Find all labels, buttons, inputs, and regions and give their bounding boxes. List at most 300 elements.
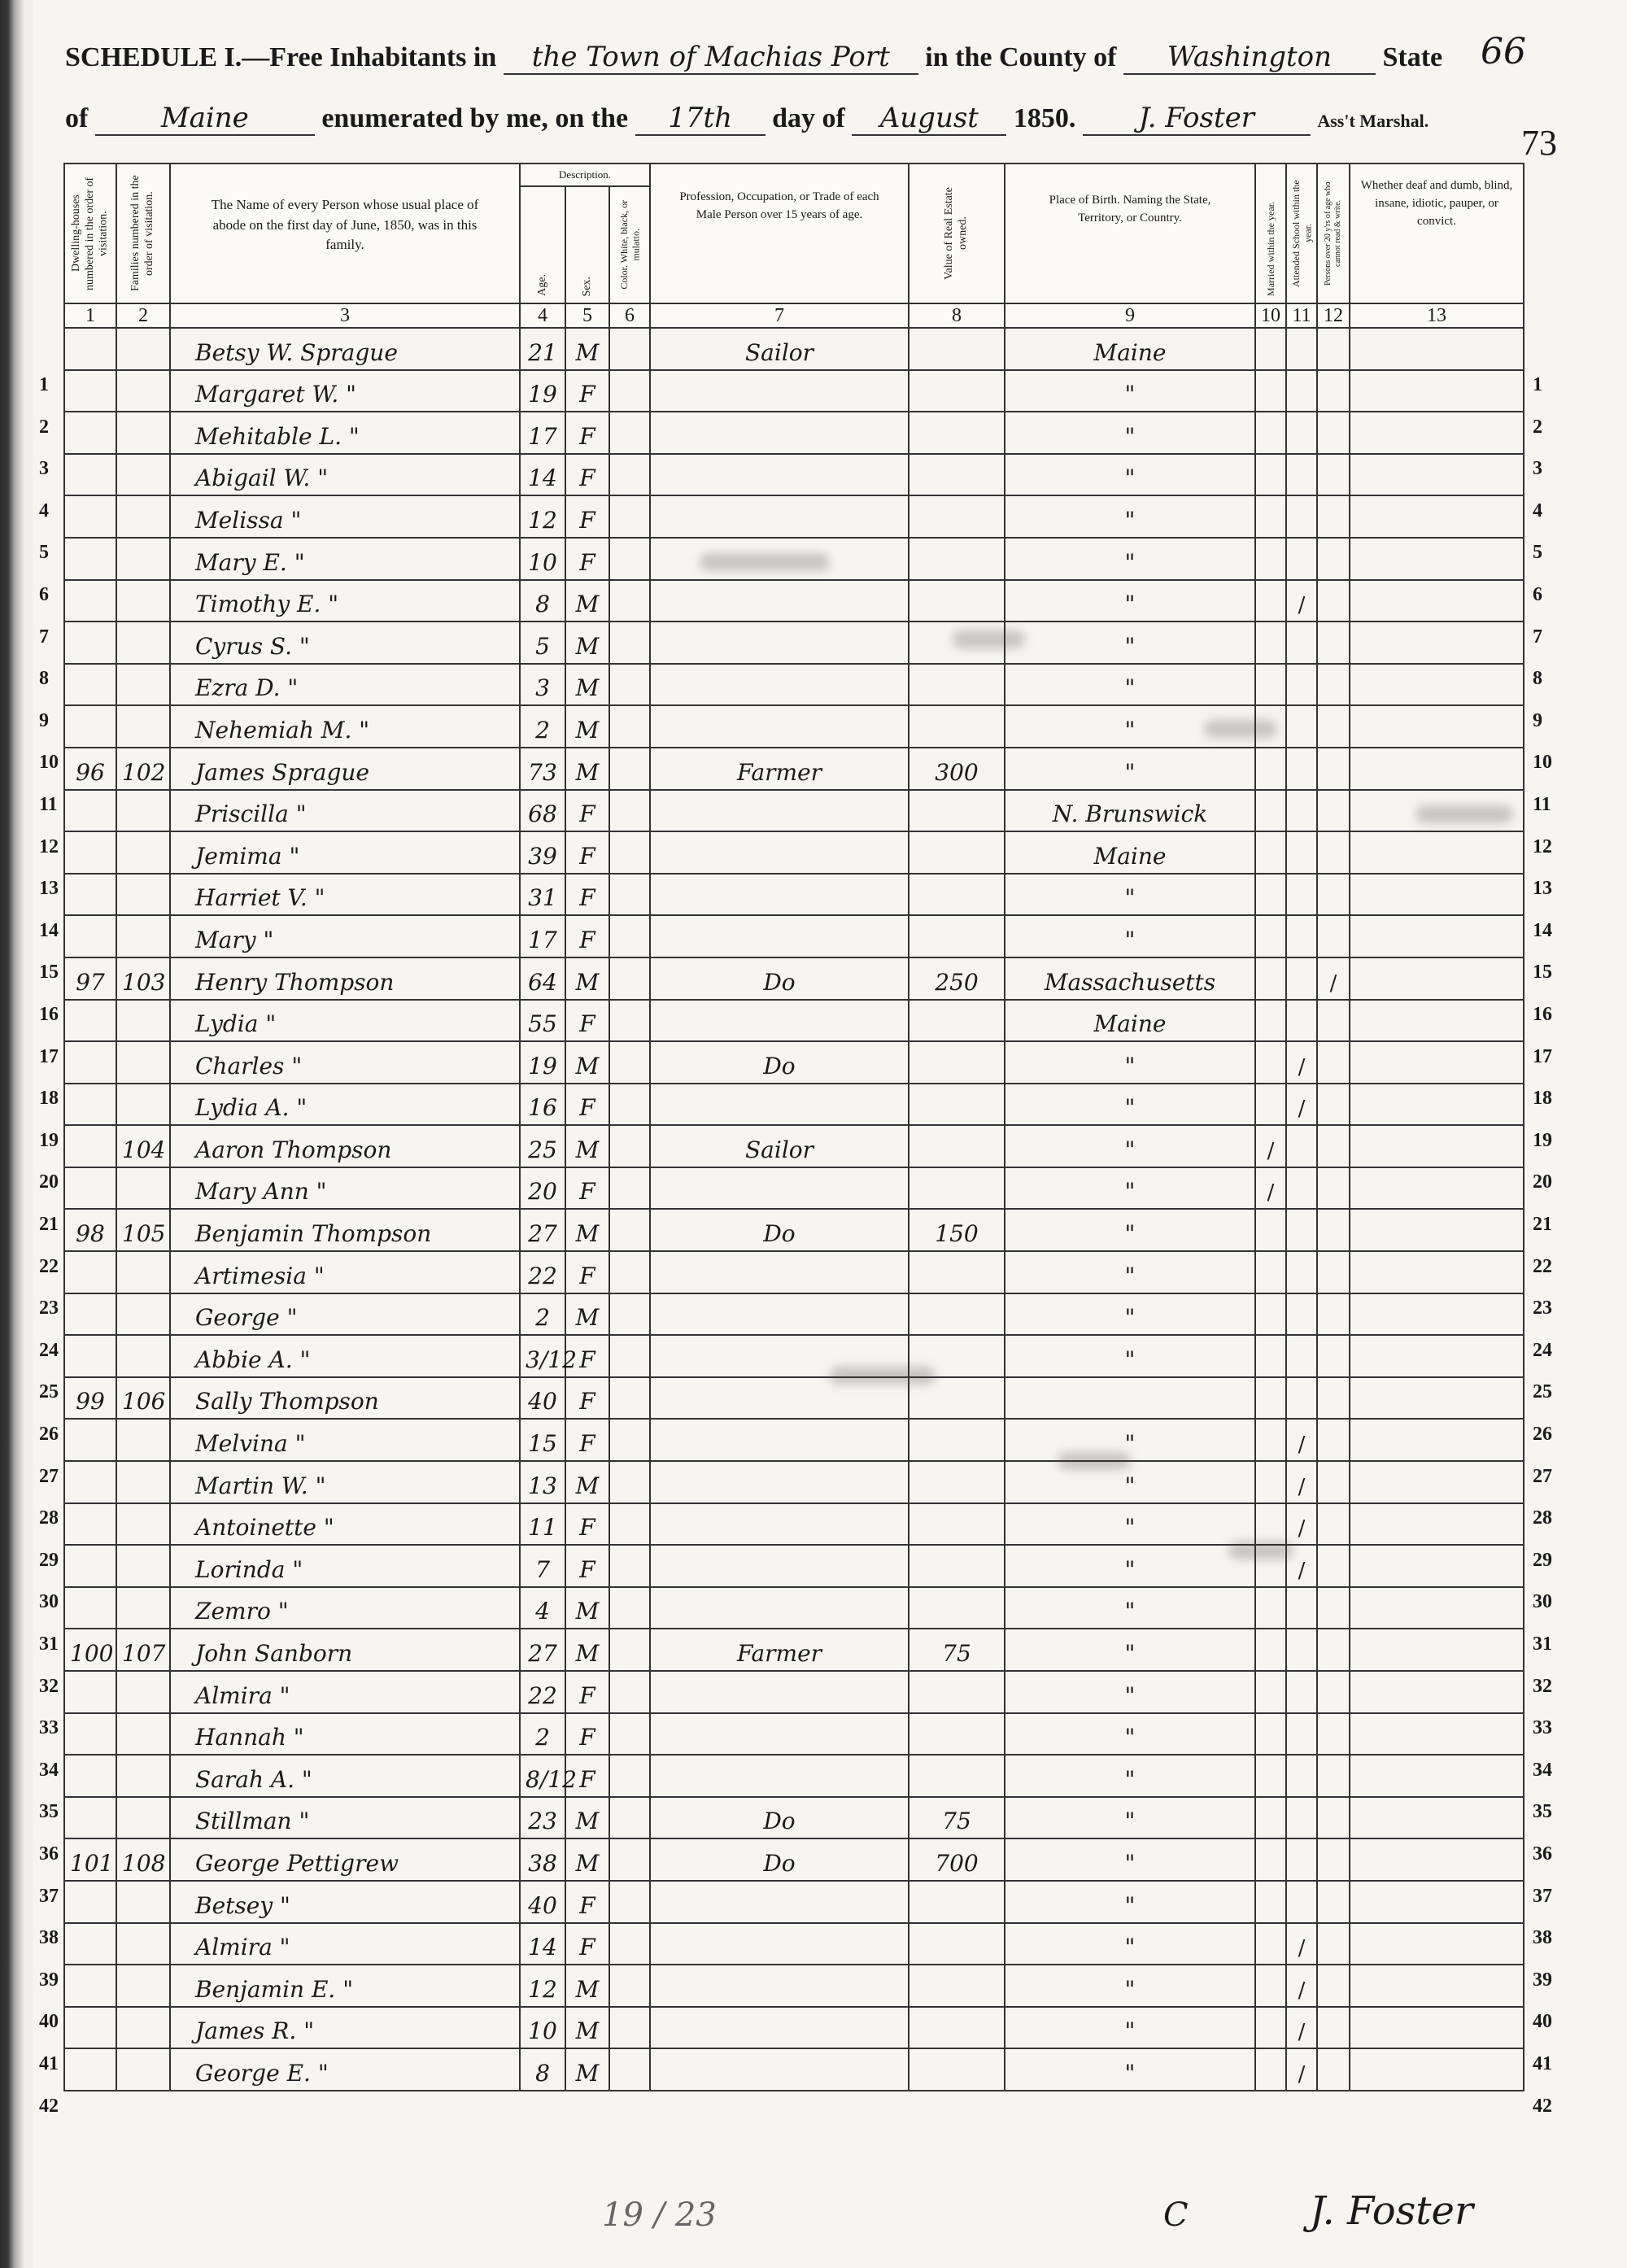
married-cell: / xyxy=(1255,1167,1286,1210)
married-cell xyxy=(1255,1713,1286,1756)
col-number: 5 xyxy=(565,303,609,328)
person-name: Jemima " xyxy=(170,831,520,874)
family-number: 108 xyxy=(116,1838,170,1881)
dwelling-number xyxy=(64,831,116,874)
condition-cell xyxy=(1350,1041,1524,1084)
row-number: 22 xyxy=(1533,1255,1552,1277)
family-number xyxy=(116,1713,170,1756)
row-number: 14 xyxy=(1533,919,1552,941)
col-number: 1 xyxy=(64,303,116,328)
condition-cell xyxy=(1350,705,1524,748)
condition-cell xyxy=(1350,538,1524,580)
of-label: of xyxy=(65,103,89,133)
person-name: Zemro " xyxy=(170,1587,520,1629)
dwelling-number xyxy=(64,370,116,412)
real-estate-cell xyxy=(909,370,1005,412)
real-estate-cell: 150 xyxy=(909,1209,1005,1251)
age-cell: 15 xyxy=(520,1419,565,1461)
color-cell xyxy=(609,580,650,622)
dwelling-number xyxy=(64,412,116,454)
row-number: 7 xyxy=(39,626,49,648)
birthplace-cell: Maine xyxy=(1005,831,1255,874)
real-estate-cell xyxy=(909,1545,1005,1587)
condition-cell xyxy=(1350,1209,1524,1251)
person-name: Mehitable L. " xyxy=(170,412,520,454)
school-cell xyxy=(1286,495,1317,538)
row-number: 40 xyxy=(39,2011,59,2033)
census-rows xyxy=(64,328,1524,2091)
person-name: Harriet V. " xyxy=(170,874,520,916)
color-cell xyxy=(609,1797,650,1839)
family-number xyxy=(116,580,170,622)
table-row xyxy=(64,1671,1524,1713)
married-cell xyxy=(1255,1503,1286,1546)
color-cell xyxy=(609,2007,650,2049)
col-number: 7 xyxy=(650,303,909,328)
row-number: 19 xyxy=(39,1129,59,1151)
illiterate-cell xyxy=(1317,1629,1350,1671)
row-number: 11 xyxy=(1533,794,1551,815)
color-cell xyxy=(609,622,650,664)
occupation-cell xyxy=(650,580,909,622)
footer-tally: 19 / 23 xyxy=(602,2196,717,2234)
married-cell xyxy=(1255,370,1286,412)
occupation-cell xyxy=(650,622,909,664)
birthplace-cell: " xyxy=(1005,580,1255,622)
dwelling-number xyxy=(64,1503,116,1546)
occupation-cell xyxy=(650,1419,909,1461)
condition-cell xyxy=(1350,831,1524,874)
row-number: 3 xyxy=(1533,458,1542,480)
married-cell xyxy=(1255,580,1286,622)
condition-cell xyxy=(1350,1461,1524,1503)
age-cell: 17 xyxy=(520,412,565,454)
dwelling-number xyxy=(64,1041,116,1084)
sex-cell: M xyxy=(565,328,609,370)
person-name: Priscilla " xyxy=(170,790,520,832)
real-estate-cell xyxy=(909,1587,1005,1629)
dwelling-number xyxy=(64,1965,116,2007)
birthplace-cell: " xyxy=(1005,622,1255,664)
school-cell xyxy=(1286,1167,1317,1210)
real-estate-cell xyxy=(909,1167,1005,1210)
illiterate-cell xyxy=(1317,2007,1350,2049)
dwelling-number: 98 xyxy=(64,1209,116,1251)
table-row xyxy=(64,1503,1524,1546)
dwelling-number xyxy=(64,705,116,748)
birthplace-cell: " xyxy=(1005,1293,1255,1336)
scan-smudge xyxy=(1415,805,1513,823)
color-cell xyxy=(609,495,650,538)
age-cell: 14 xyxy=(520,454,565,496)
married-cell xyxy=(1255,622,1286,664)
color-cell xyxy=(609,1671,650,1713)
condition-cell xyxy=(1350,915,1524,957)
color-cell xyxy=(609,1838,650,1881)
table-row xyxy=(64,495,1524,538)
person-name: Charles " xyxy=(170,1041,520,1084)
dwelling-number xyxy=(64,1671,116,1713)
condition-cell xyxy=(1350,580,1524,622)
age-cell: 17 xyxy=(520,915,565,957)
sex-cell: M xyxy=(565,1838,609,1881)
condition-cell xyxy=(1350,1377,1524,1420)
occupation-cell xyxy=(650,1713,909,1756)
row-number: 37 xyxy=(39,1885,59,1907)
row-number: 21 xyxy=(1533,1214,1552,1235)
married-cell xyxy=(1255,1209,1286,1251)
dwelling-number xyxy=(64,1713,116,1756)
sex-cell: F xyxy=(565,1084,609,1126)
condition-cell xyxy=(1350,495,1524,538)
married-cell xyxy=(1255,2048,1286,2091)
real-estate-cell xyxy=(909,1881,1005,1923)
table-row xyxy=(64,1293,1524,1336)
color-cell xyxy=(609,1923,650,1965)
married-cell xyxy=(1255,1377,1286,1420)
person-name: Abbie A. " xyxy=(170,1335,520,1377)
row-number: 5 xyxy=(39,542,49,564)
birthplace-cell: " xyxy=(1005,1084,1255,1126)
binding-edge xyxy=(0,0,33,2268)
table-row xyxy=(64,790,1524,832)
dwelling-number xyxy=(64,2048,116,2091)
table-row xyxy=(64,1125,1524,1167)
birthplace-cell: " xyxy=(1005,1838,1255,1881)
birthplace-cell: N. Brunswick xyxy=(1005,790,1255,832)
scan-smudge xyxy=(1058,1452,1131,1470)
school-cell xyxy=(1286,1587,1317,1629)
page-number-top: 66 xyxy=(1481,31,1526,72)
age-cell: 12 xyxy=(520,1965,565,2007)
family-number xyxy=(116,1041,170,1084)
age-cell: 16 xyxy=(520,1084,565,1126)
illiterate-cell xyxy=(1317,495,1350,538)
person-name: Lydia " xyxy=(170,1000,520,1042)
dwelling-number xyxy=(64,495,116,538)
row-number: 3 xyxy=(39,458,49,480)
condition-cell xyxy=(1350,1335,1524,1377)
sex-cell: F xyxy=(565,1251,609,1293)
birthplace-cell: " xyxy=(1005,1041,1255,1084)
col-header-family: Families numbered in the order of visitation. xyxy=(116,164,170,303)
table-row xyxy=(64,1419,1524,1461)
dwelling-number xyxy=(64,1587,116,1629)
table-row xyxy=(64,831,1524,874)
person-name: Almira " xyxy=(170,1671,520,1713)
row-number: 23 xyxy=(39,1298,59,1319)
row-number: 24 xyxy=(1533,1339,1552,1361)
color-cell xyxy=(609,1503,650,1546)
illiterate-cell xyxy=(1317,1713,1350,1756)
col-number: 6 xyxy=(609,303,650,328)
occupation-cell xyxy=(650,915,909,957)
age-cell: 2 xyxy=(520,1713,565,1756)
color-cell xyxy=(609,1209,650,1251)
color-cell xyxy=(609,1629,650,1671)
table-row xyxy=(64,1797,1524,1839)
sex-cell: M xyxy=(565,705,609,748)
real-estate-cell: 700 xyxy=(909,1838,1005,1881)
age-cell: 12 xyxy=(520,495,565,538)
row-number: 36 xyxy=(39,1843,59,1865)
family-number xyxy=(116,1335,170,1377)
birthplace-cell: " xyxy=(1005,370,1255,412)
color-cell xyxy=(609,748,650,790)
illiterate-cell xyxy=(1317,1000,1350,1042)
row-number: 16 xyxy=(39,1004,59,1025)
row-number: 4 xyxy=(39,499,49,521)
row-number: 35 xyxy=(39,1801,59,1823)
condition-cell xyxy=(1350,1587,1524,1629)
occupation-cell xyxy=(650,1251,909,1293)
dwelling-number xyxy=(64,1167,116,1210)
age-cell: 11 xyxy=(520,1503,565,1546)
dwelling-number: 96 xyxy=(64,748,116,790)
age-cell: 4 xyxy=(520,1587,565,1629)
birthplace-cell: " xyxy=(1005,1419,1255,1461)
married-cell xyxy=(1255,1671,1286,1713)
age-cell: 22 xyxy=(520,1671,565,1713)
married-cell xyxy=(1255,495,1286,538)
married-cell xyxy=(1255,790,1286,832)
row-number: 11 xyxy=(39,794,58,815)
birthplace-cell: " xyxy=(1005,1503,1255,1546)
illiterate-cell xyxy=(1317,1293,1350,1336)
condition-cell xyxy=(1350,1671,1524,1713)
occupation-cell xyxy=(650,705,909,748)
occupation-cell xyxy=(650,1084,909,1126)
birthplace-cell: " xyxy=(1005,1545,1255,1587)
condition-cell xyxy=(1350,454,1524,496)
condition-cell xyxy=(1350,874,1524,916)
real-estate-cell: 75 xyxy=(909,1797,1005,1839)
col-header-real-estate: Value of Real Estate owned. xyxy=(909,164,1005,303)
row-number: 35 xyxy=(1533,1801,1552,1823)
birthplace-cell: " xyxy=(1005,454,1255,496)
age-cell: 3/12 xyxy=(520,1335,565,1377)
state-label: State xyxy=(1382,42,1443,72)
family-number xyxy=(116,1881,170,1923)
illiterate-cell xyxy=(1317,1503,1350,1546)
illiterate-cell xyxy=(1317,1797,1350,1839)
age-cell: 39 xyxy=(520,831,565,874)
sex-cell: F xyxy=(565,1377,609,1420)
census-table xyxy=(63,163,1524,2091)
occupation-cell: Sailor xyxy=(650,1125,909,1167)
school-cell xyxy=(1286,328,1317,370)
color-cell xyxy=(609,705,650,748)
occupation-cell xyxy=(650,1545,909,1587)
row-number: 38 xyxy=(1533,1927,1552,1949)
condition-cell xyxy=(1350,1965,1524,2007)
birthplace-cell: " xyxy=(1005,1629,1255,1671)
color-cell xyxy=(609,1965,650,2007)
sex-cell: F xyxy=(565,1419,609,1461)
person-name: Benjamin Thompson xyxy=(170,1209,520,1251)
row-number: 8 xyxy=(1533,668,1542,690)
occupation-cell: Farmer xyxy=(650,1629,909,1671)
age-cell: 8 xyxy=(520,2048,565,2091)
occupation-cell: Do xyxy=(650,1209,909,1251)
family-number: 105 xyxy=(116,1209,170,1251)
row-number: 29 xyxy=(1533,1549,1552,1571)
illiterate-cell xyxy=(1317,1461,1350,1503)
row-number: 4 xyxy=(1533,499,1542,521)
school-cell: / xyxy=(1286,580,1317,622)
row-number: 33 xyxy=(1533,1717,1552,1739)
illiterate-cell xyxy=(1317,1923,1350,1965)
occupation-cell xyxy=(650,1000,909,1042)
family-number xyxy=(116,1503,170,1546)
col-header-name: The Name of every Person whose usual place of abode on the first day of June, 1850, was in this family. xyxy=(170,164,520,303)
row-number: 27 xyxy=(1533,1465,1552,1487)
color-cell xyxy=(609,1377,650,1420)
col-header-occupation: Profession, Occupation, or Trade of each Male Person over 15 years of age. xyxy=(650,164,909,303)
real-estate-cell xyxy=(909,1503,1005,1546)
sex-cell: F xyxy=(565,1881,609,1923)
row-number: 9 xyxy=(1533,709,1542,731)
color-cell xyxy=(609,2048,650,2091)
school-cell xyxy=(1286,1251,1317,1293)
school-cell xyxy=(1286,874,1317,916)
age-cell: 2 xyxy=(520,705,565,748)
table-row xyxy=(64,580,1524,622)
row-number: 15 xyxy=(39,962,59,984)
real-estate-cell: 250 xyxy=(909,957,1005,1000)
family-number xyxy=(116,705,170,748)
age-cell: 2 xyxy=(520,1293,565,1336)
real-estate-cell xyxy=(909,1041,1005,1084)
school-cell xyxy=(1286,790,1317,832)
color-cell xyxy=(609,1545,650,1587)
occupation-cell xyxy=(650,664,909,706)
col-number: 13 xyxy=(1350,303,1524,328)
row-number: 36 xyxy=(1533,1843,1552,1865)
school-cell: / xyxy=(1286,2007,1317,2049)
birthplace-cell: " xyxy=(1005,748,1255,790)
person-name: Henry Thompson xyxy=(170,957,520,1000)
color-cell xyxy=(609,1041,650,1084)
person-name: George " xyxy=(170,1293,520,1336)
real-estate-cell xyxy=(909,1461,1005,1503)
person-name: Antoinette " xyxy=(170,1503,520,1546)
condition-cell xyxy=(1350,957,1524,1000)
dwelling-number xyxy=(64,1923,116,1965)
table-row xyxy=(64,1545,1524,1587)
sex-cell: F xyxy=(565,538,609,580)
illiterate-cell xyxy=(1317,370,1350,412)
family-number: 107 xyxy=(116,1629,170,1671)
birthplace-cell xyxy=(1005,1377,1255,1420)
age-cell: 21 xyxy=(520,328,565,370)
real-estate-cell xyxy=(909,454,1005,496)
table-row xyxy=(64,1041,1524,1084)
sex-cell: M xyxy=(565,580,609,622)
real-estate-cell xyxy=(909,495,1005,538)
color-cell xyxy=(609,1084,650,1126)
real-estate-cell xyxy=(909,1293,1005,1336)
condition-cell xyxy=(1350,412,1524,454)
table-row xyxy=(64,748,1524,790)
dwelling-number: 101 xyxy=(64,1838,116,1881)
dwelling-number xyxy=(64,1251,116,1293)
table-row xyxy=(64,1377,1524,1420)
real-estate-cell xyxy=(909,831,1005,874)
dwelling-number xyxy=(64,1335,116,1377)
person-name: Sally Thompson xyxy=(170,1377,520,1420)
row-number: 8 xyxy=(39,668,49,690)
married-cell xyxy=(1255,2007,1286,2049)
table-row xyxy=(64,664,1524,706)
birthplace-cell: " xyxy=(1005,1209,1255,1251)
real-estate-cell xyxy=(909,1965,1005,2007)
real-estate-cell: 75 xyxy=(909,1629,1005,1671)
person-name: Martin W. " xyxy=(170,1461,520,1503)
birthplace-cell: " xyxy=(1005,1335,1255,1377)
person-name: Nehemiah M. " xyxy=(170,705,520,748)
real-estate-cell xyxy=(909,328,1005,370)
married-cell xyxy=(1255,328,1286,370)
age-cell: 40 xyxy=(520,1377,565,1420)
row-number: 2 xyxy=(39,416,49,438)
occupation-cell: Do xyxy=(650,1797,909,1839)
family-number xyxy=(116,1755,170,1797)
family-number xyxy=(116,1251,170,1293)
row-number: 6 xyxy=(39,584,49,605)
col-header-condition: Whether deaf and dumb, blind, insane, idiotic, pauper, or convict. xyxy=(1350,164,1524,303)
col-number: 2 xyxy=(116,303,170,328)
color-cell xyxy=(609,957,650,1000)
condition-cell xyxy=(1350,1881,1524,1923)
row-number: 25 xyxy=(39,1381,59,1403)
table-row xyxy=(64,2048,1524,2091)
table-row xyxy=(64,370,1524,412)
schedule-title-line xyxy=(65,41,1442,75)
family-number xyxy=(116,622,170,664)
sex-cell: F xyxy=(565,1545,609,1587)
married-cell xyxy=(1255,1923,1286,1965)
row-number: 10 xyxy=(39,752,59,774)
col-header-school: Attended School within the year. xyxy=(1286,164,1317,303)
sex-cell: M xyxy=(565,1965,609,2007)
real-estate-cell xyxy=(909,915,1005,957)
school-cell xyxy=(1286,1377,1317,1420)
person-name: George E. " xyxy=(170,2048,520,2091)
married-cell xyxy=(1255,412,1286,454)
dwelling-number xyxy=(64,1293,116,1336)
real-estate-cell xyxy=(909,1251,1005,1293)
condition-cell xyxy=(1350,1084,1524,1126)
sex-cell: F xyxy=(565,454,609,496)
person-name: Melissa " xyxy=(170,495,520,538)
person-name: James Sprague xyxy=(170,748,520,790)
county-field: Washington xyxy=(1123,41,1376,75)
table-row xyxy=(64,1629,1524,1671)
occupation-cell xyxy=(650,2048,909,2091)
day-of-label: day of xyxy=(772,103,845,133)
school-cell: / xyxy=(1286,1503,1317,1546)
family-number xyxy=(116,412,170,454)
illiterate-cell xyxy=(1317,1209,1350,1251)
dwelling-number xyxy=(64,1419,116,1461)
row-number: 42 xyxy=(1533,2095,1552,2117)
real-estate-cell xyxy=(909,412,1005,454)
occupation-cell xyxy=(650,874,909,916)
family-number xyxy=(116,328,170,370)
table-row xyxy=(64,622,1524,664)
age-cell: 68 xyxy=(520,790,565,832)
